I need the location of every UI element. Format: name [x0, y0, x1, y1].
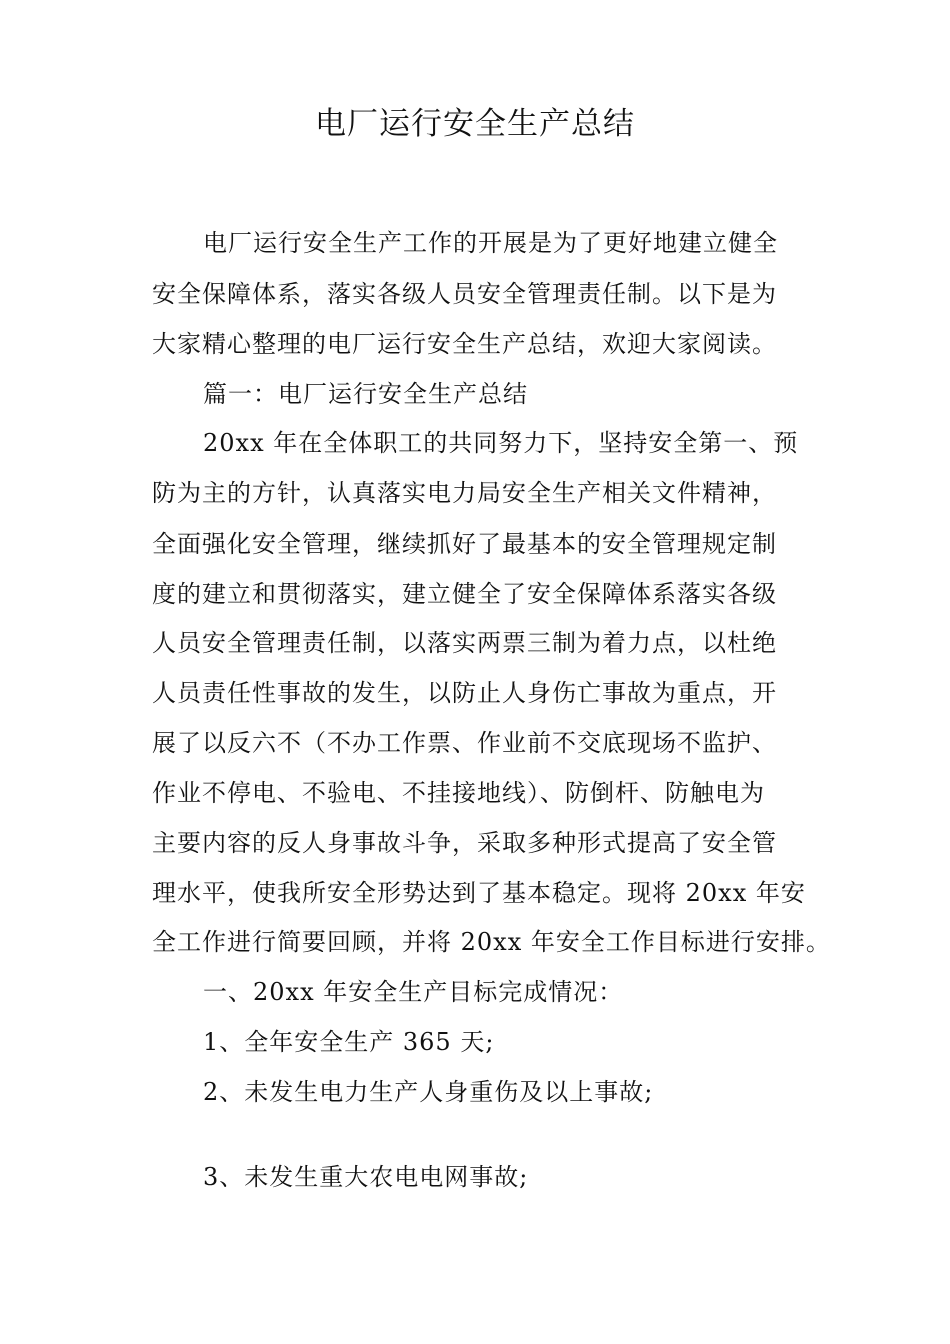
list-item: 3、未发生重大农电电网事故;: [203, 1163, 529, 1191]
section-heading: 一、20xx 年安全生产目标完成情况：: [203, 978, 624, 1006]
paragraph-line: 大家精心整理的电厂运行安全生产总结，欢迎大家阅读。: [152, 330, 777, 358]
section-heading: 篇一：电厂运行安全生产总结: [203, 380, 528, 408]
paragraph-line: 防为主的方针，认真落实电力局安全生产相关文件精神，: [152, 479, 777, 507]
list-item: 1、全年安全生产 365 天;: [203, 1028, 495, 1056]
paragraph-line: 全工作进行简要回顾，并将 20xx 年安全工作目标进行安排。: [152, 928, 831, 956]
paragraph-line: 20xx 年在全体职工的共同努力下，坚持安全第一、预: [203, 429, 799, 457]
paragraph-line: 人员安全管理责任制，以落实两票三制为着力点，以杜绝: [152, 629, 777, 657]
paragraph-line: 主要内容的反人身事故斗争，采取多种形式提高了安全管: [152, 829, 777, 857]
paragraph-line: 作业不停电、不验电、不挂接地线）、防倒杆、防触电为: [152, 779, 765, 807]
paragraph-line: 电厂运行安全生产工作的开展是为了更好地建立健全: [203, 229, 778, 257]
paragraph-line: 安全保障体系，落实各级人员安全管理责任制。以下是为: [152, 280, 777, 308]
paragraph-line: 度的建立和贯彻落实，建立健全了安全保障体系落实各级: [152, 580, 777, 608]
list-item: 2、未发生电力生产人身重伤及以上事故;: [203, 1078, 654, 1106]
paragraph-line: 全面强化安全管理，继续抓好了最基本的安全管理规定制: [152, 530, 777, 558]
paragraph-line: 人员责任性事故的发生，以防止人身伤亡事故为重点，开: [152, 679, 777, 707]
paragraph-line: 理水平，使我所安全形势达到了基本稳定。现将 20xx 年安: [152, 879, 806, 907]
paragraph-line: 展了以反六不（不办工作票、作业前不交底现场不监护、: [152, 729, 777, 757]
document-title: 电厂运行安全生产总结: [315, 106, 635, 142]
